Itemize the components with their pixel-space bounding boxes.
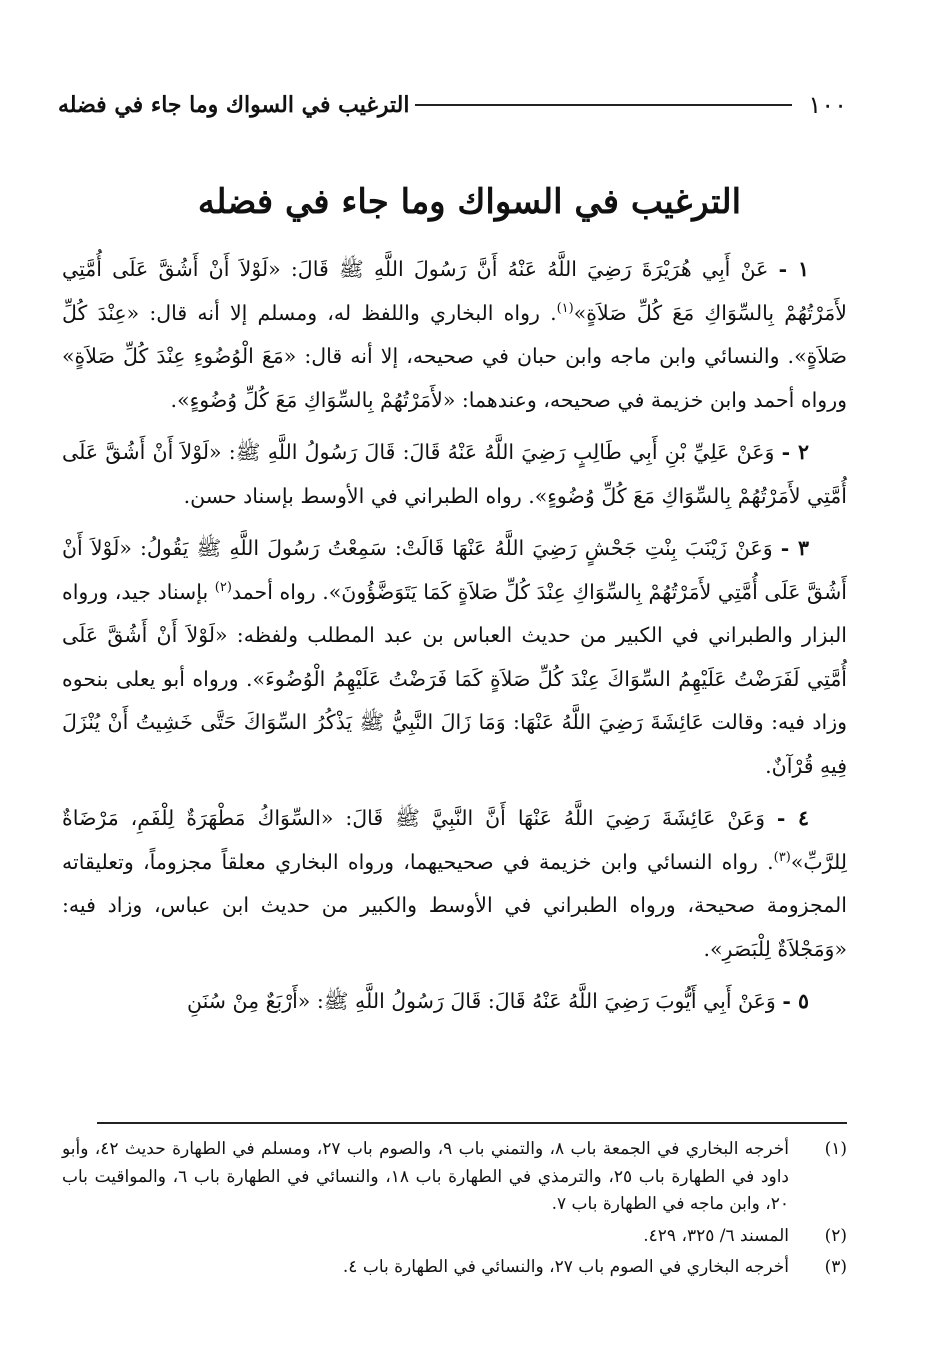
hadith-number: ١ - — [778, 257, 809, 281]
hadith-commentary: . رواه البخاري واللفظ له، ومسلم إلا أنه قال: «عِنْدَ كُلِّ صَلاَةٍ». والنسائي وابن ماجه وابن حبان في صحيحه، إلا أنه قال: «مَعَ الْوُضُوءِ عِنْدَ كُلِّ صَلاَةٍ» ورواه أحمد وابن خزيمة في صحيحه، وعندهما: «لأَمَرْتُهُمْ بِالسِّوَاكِ مَعَ كُلِّ وُضُوءٍ». — [62, 300, 847, 412]
footnote-text: أخرجه البخاري في الصوم باب ٢٧، والنسائي في الطهارة باب ٤. — [342, 1257, 789, 1277]
page-number: ١٠٠ — [808, 91, 847, 119]
hadith-text: وَعَنْ عَائِشَةَ رَضِيَ اللَّهُ عَنْهَا أَنَّ النَّبِيَّ ﷺ قَالَ: «السِّوَاكُ مَطْهَرَةٌ لِلْفَمِ، مَرْضَاةٌ لِلرَّبِّ» — [62, 806, 847, 874]
running-title: الترغيب في السواك وما جاء في فضله — [58, 92, 410, 118]
hadith-number: ٤ - — [776, 806, 809, 830]
hadith-text: وَعَنْ أَبِي أَيُّوبَ رَضِيَ اللَّهُ عَنْهُ قَالَ: قَالَ رَسُولُ اللَّهِ ﷺ: «أَرْبَعٌ مِنْ سُنَنِ — [187, 989, 776, 1013]
chapter-title: الترغيب في السواك وما جاء في فضله — [197, 182, 742, 222]
hadith-number: ٢ - — [781, 440, 809, 464]
footnote-2 — [62, 1223, 847, 1251]
footnote-reference[interactable]: (٢) — [214, 579, 232, 595]
footnote-text: المسند ٦/ ٣٢٥، ٤٢٩. — [643, 1225, 789, 1246]
footnote-1 — [62, 1136, 847, 1219]
footnote-text: أخرجه البخاري في الجمعة باب ٨، والتمني باب ٩، والصوم باب ٢٧، ومسلم في الطهارة حديث ٤٢، وأبو داود في الطهارة باب ٢٥، والترمذي في الطهارة باب ١٨، والنسائي في الطهارة باب ٦، والمواقيت باب ٢٠، وابن ماجه في الطهارة باب ٧. — [62, 1139, 790, 1214]
footnotes — [62, 1136, 847, 1286]
hadith-4 — [62, 797, 847, 971]
footnote-reference[interactable]: (١) — [556, 300, 574, 316]
hadith-1 — [62, 248, 847, 422]
footnote-3 — [62, 1254, 847, 1282]
running-header — [58, 88, 847, 122]
footnote-label: (٢) — [824, 1225, 847, 1246]
hadith-commentary: . رواه النسائي وابن خزيمة في صحيحيهما، ورواه البخاري معلقاً مجزوماً، وتعليقاته المجزومة صحيحة، ورواه الطبراني في الأوسط والكبير من حديث ابن عباس، وزاد فيه: «وَمَجْلاَةٌ لِلْبَصَرِ». — [62, 849, 847, 961]
footnote-separator — [97, 1122, 847, 1124]
hadith-list — [62, 248, 847, 1033]
hadith-number: ٥ - — [782, 989, 809, 1013]
hadith-text: وَعَنْ عَلِيِّ بْنِ أَبِي طَالِبٍ رَضِيَ اللَّهُ عَنْهُ قَالَ: قَالَ رَسُولُ اللَّهِ ﷺ: «لَوْلاَ أَنْ أَشُقَّ عَلَى أُمَّتِي لأَمَرْتُهُمْ بِالسِّوَاكِ مَعَ كُلِّ وُضُوءٍ». رواه الطبراني في الأوسط بإسناد حسن. — [62, 440, 847, 508]
hadith-text: وَعَنْ زَيْنَبَ بِنْتِ جَحْشٍ رَضِيَ اللَّهُ عَنْهَا قَالَتْ: سَمِعْتُ رَسُولَ اللَّهِ ﷺ يَقُولُ: «لَوْلاَ أَنْ أَشُقَّ عَلَى أُمَّتِي لأَمَرْتُهُمْ بِالسِّوَاكِ عِنْدَ كُلِّ صَلاَةٍ كَمَا يَتَوَضَّؤُونَ». رواه أحمد — [62, 536, 848, 604]
hadith-commentary: بإسناد جيد، ورواه البزار والطبراني في الكبير من حديث العباس بن عبد المطلب ولفظه: «لَوْلاَ أَنْ أَشُقَّ عَلَى أُمَّتِي لَفَرَضْتُ عَلَيْهِمُ السِّوَاكَ عِنْدَ كُلِّ صَلاَةٍ كَمَا فَرَضْتُ عَلَيْهِمُ الْوُضُوءَ». ورواه أبو يعلى بنحوه وزاد فيه: وقالت عَائِشَةَ رَضِيَ اللَّهُ عَنْهَا: وَمَا زَالَ النَّبِيُّ ﷺ يَذْكُرُ السِّوَاكَ حَتَّى خَشِيتُ أَنْ يُنْزَلَ فِيهِ قُرْآنٌ. — [62, 579, 847, 778]
footnote-label: (٣) — [824, 1257, 847, 1277]
header-rule — [415, 104, 792, 106]
footnote-label: (١) — [824, 1139, 847, 1159]
footnote-reference[interactable]: (٣) — [773, 849, 791, 865]
hadith-2 — [62, 431, 847, 518]
hadith-5 — [62, 980, 847, 1024]
hadith-number: ٣ - — [780, 536, 809, 560]
hadith-3 — [62, 527, 847, 788]
hadith-text: عَنْ أَبِي هُرَيْرَةَ رَضِيَ اللَّهُ عَنْهُ أَنَّ رَسُولَ اللَّهِ ﷺ قَالَ: «لَوْلاَ أَنْ أَشُقَّ عَلَى أُمَّتِي لأَمَرْتُهُمْ بِالسِّوَاكِ مَعَ كُلِّ صَلاَةٍ» — [62, 257, 847, 325]
